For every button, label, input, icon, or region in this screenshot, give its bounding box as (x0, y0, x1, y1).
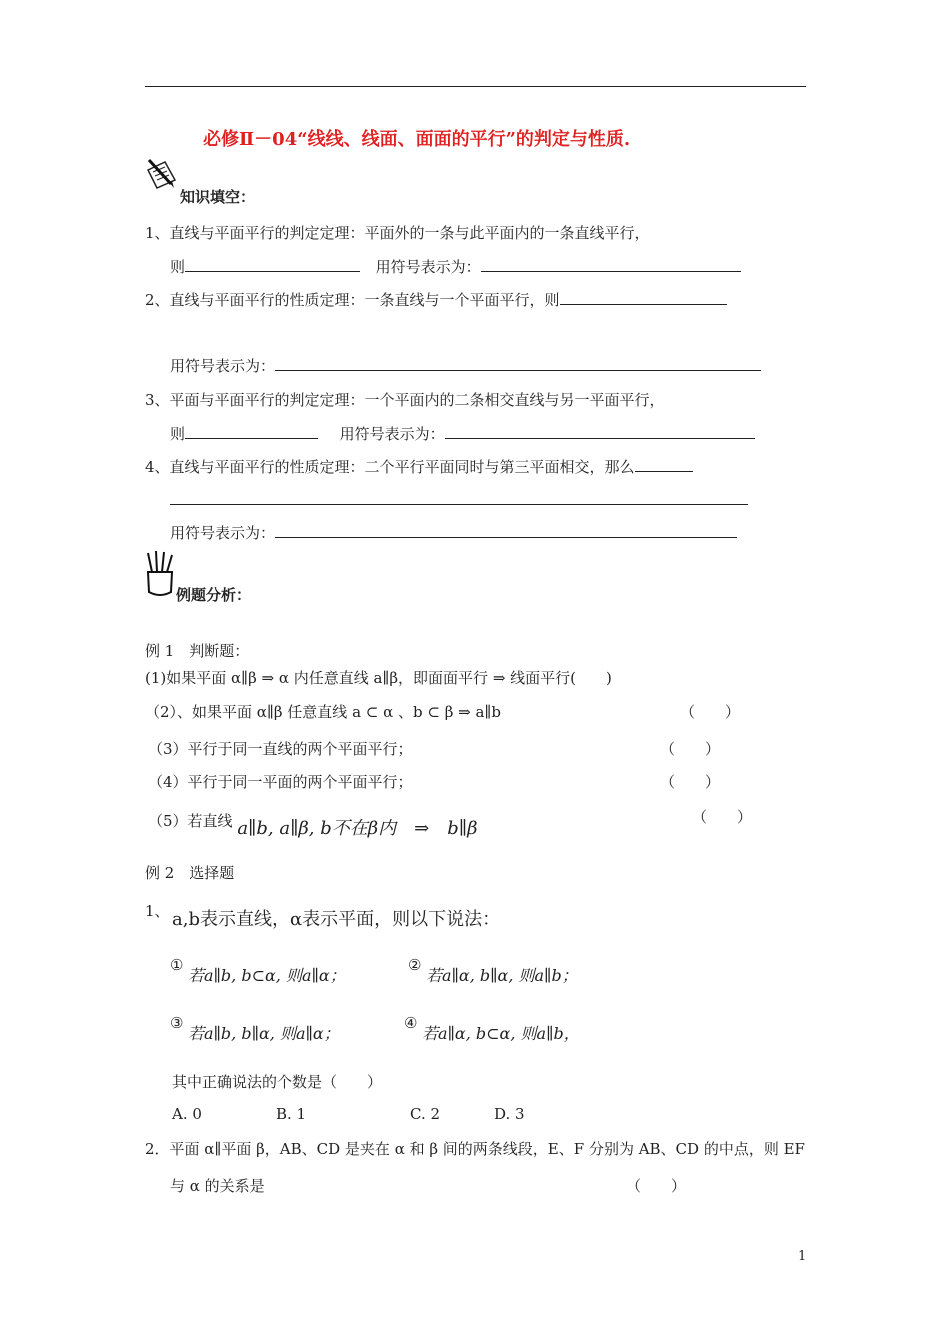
example2-q1-prefix: 1、 (145, 902, 170, 920)
knowledge-q1-blank[interactable] (185, 257, 360, 272)
statement-1-number: ① (170, 956, 184, 974)
knowledge-q2-symbol-label: 用符号表示为： (170, 357, 276, 375)
page-number: 1 (798, 1249, 807, 1264)
knowledge-q3-line1: 3、平面与平面平行的判定定理：一个平面内的二条相交直线与另一平面平行， (145, 391, 665, 409)
statement-3: 若a∥b, b∥α, 则a∥α； (188, 1024, 340, 1043)
knowledge-q4-text: 4、直线与平面平行的性质定理：二个平行平面同时与第三平面相交，那么 (145, 458, 635, 476)
knowledge-q2-text: 2、直线与平面平行的性质定理：一条直线与一个平面平行，则 (145, 291, 560, 309)
knowledge-q4-blank[interactable] (635, 457, 693, 472)
example2-q1-stem: a,b表示直线，α表示平面，则以下说法： (172, 909, 501, 930)
page-title: 必修Ⅱ－04“线线、线面、面面的平行”的判定与性质. (203, 129, 631, 150)
example1-item-2: （2）、如果平面 α∥β 任意直线 a ⊂ α 、b ⊂ β ⇒ a∥b (145, 703, 501, 721)
knowledge-q1-line1: 1、直线与平面平行的判定定理：平面外的一条与此平面内的一条直线平行， (145, 224, 650, 242)
knowledge-q1-symbol-label: 用符号表示为： (375, 258, 481, 276)
knowledge-q4-line1 (145, 456, 693, 477)
knowledge-q3-symbol-blank[interactable] (445, 424, 755, 439)
example1-item-2-paren: （ ） (680, 703, 741, 721)
statement-1: 若a∥b, b⊂α, 则a∥α； (188, 966, 346, 985)
example1-item-3-paren: （ ） (660, 740, 721, 758)
statement-2: 若a∥α, b∥α, 则a∥b； (426, 966, 578, 985)
knowledge-q3-symbol-label: 用符号表示为： (339, 425, 445, 443)
knowledge-q2-line1 (145, 289, 727, 310)
knowledge-q3-line2 (170, 423, 755, 444)
knowledge-q2-symbol-blank[interactable] (275, 356, 761, 371)
knowledge-q4-symbol-label: 用符号表示为： (170, 524, 276, 542)
example2-q2-line2: 与 α 的关系是 (170, 1177, 265, 1195)
section-examples-heading: 例题分析： (176, 586, 252, 604)
example2-q2-paren: （ ） (626, 1177, 687, 1195)
statement-2-number: ② (408, 956, 422, 974)
statement-4: 若a∥α, b⊂α, 则a∥b， (422, 1024, 580, 1043)
option-d[interactable]: D. 3 (494, 1105, 525, 1123)
knowledge-q4-line3 (170, 522, 737, 543)
example2-heading: 例 2 选择题 (145, 864, 235, 882)
pencil-cup-icon (145, 550, 175, 598)
example1-item-5 (148, 806, 478, 839)
knowledge-q2-line2 (170, 355, 761, 376)
statement-4-number: ④ (404, 1014, 418, 1032)
knowledge-q4-blank-line2[interactable] (170, 490, 748, 505)
knowledge-q1-symbol-blank[interactable] (481, 257, 741, 272)
example1-item-5-paren: （ ） (692, 808, 753, 826)
knowledge-q1-then: 则 (170, 258, 186, 276)
pen-paper-icon (145, 158, 179, 192)
example1-item-5-math: a∥b, a∥β, b不在β内 ⇒ b∥β (237, 818, 478, 839)
example2-q1-ask: 其中正确说法的个数是（ ） (172, 1073, 383, 1091)
knowledge-q3-blank[interactable] (185, 424, 318, 439)
statement-3-number: ③ (170, 1014, 184, 1032)
example2-q2-line1: 2．平面 α∥平面 β，AB、CD 是夹在 α 和 β 间的两条线段，E、F 分别为 AB、CD 的中点，则 EF (145, 1140, 805, 1158)
example1-item-1: (1)如果平面 α∥β ⇒ α 内任意直线 a∥β，即面面平行 ⇒ 线面平行( ) (145, 669, 612, 687)
option-a[interactable]: A. 0 (172, 1105, 202, 1123)
example1-item-4: （4）平行于同一平面的两个平面平行； (148, 773, 413, 791)
example1-item-5-text: （5）若直线 (148, 812, 233, 830)
example1-item-3: （3）平行于同一直线的两个平面平行； (148, 740, 413, 758)
option-c[interactable]: C. 2 (410, 1105, 441, 1123)
section-knowledge-heading: 知识填空： (180, 188, 256, 206)
example1-heading: 例 1 判断题： (145, 642, 250, 660)
knowledge-q1-line2 (170, 256, 741, 277)
knowledge-q3-then: 则 (170, 425, 186, 443)
knowledge-q4-symbol-blank[interactable] (275, 523, 737, 538)
example1-item-4-paren: （ ） (660, 773, 721, 791)
knowledge-q2-blank[interactable] (560, 290, 727, 305)
option-b[interactable]: B. 1 (276, 1105, 307, 1123)
header-rule (145, 86, 806, 87)
